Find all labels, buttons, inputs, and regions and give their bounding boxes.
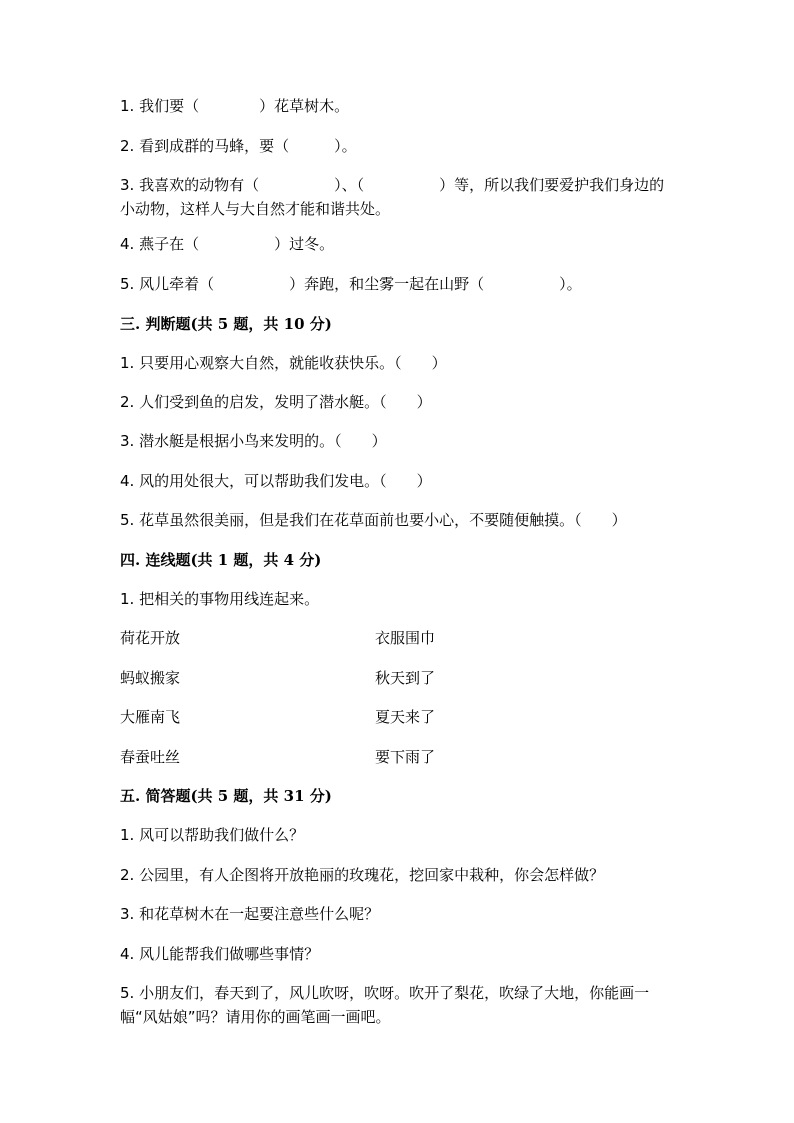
judge-item-2: 2. 人们受到鱼的启发，发明了潜水艇。（ ） <box>120 393 432 411</box>
short-answer-item-5: 5. 小朋友们，春天到了，风儿吹呀，吹呀。吹开了梨花，吹绿了大地，你能画一幅“风姑娘”吗？请用你的画笔画一画吧。 <box>120 984 650 1026</box>
fill-blank-item-3: 3. 我喜欢的动物有（ ）、（ ）等，所以我们要爱护我们身边的小动物，这样人与大自然才能和谐共处。 <box>120 176 665 218</box>
fill-blank-item-1: 1. 我们要（ ）花草树木。 <box>120 97 350 115</box>
section-4-title: 四. 连线题(共 1 题，共 4 分) <box>120 551 322 569</box>
match-left-1: 荷花开放 <box>120 629 181 647</box>
short-answer-item-2: 2. 公园里，有人企图将开放艳丽的玫瑰花，挖回家中栽种，你会怎样做？ <box>120 866 605 884</box>
short-answer-item-3: 3. 和花草树木在一起要注意些什么呢？ <box>120 905 380 923</box>
match-left-3: 大雁南飞 <box>120 708 181 726</box>
match-left-2: 蚂蚁搬家 <box>120 669 181 687</box>
fill-blank-item-4: 4. 燕子在（ ）过冬。 <box>120 235 335 253</box>
judge-item-1: 1. 只要用心观察大自然，就能收获快乐。（ ） <box>120 354 447 372</box>
judge-item-4: 4. 风的用处很大，可以帮助我们发电。（ ） <box>120 472 432 490</box>
short-answer-item-1: 1. 风可以帮助我们做什么？ <box>120 826 305 844</box>
matching-question: 1. 把相关的事物用线连起来。 <box>120 590 320 608</box>
judge-item-5: 5. 花草虽然很美丽，但是我们在花草面前也要小心，不要随便触摸。（ ） <box>120 511 627 529</box>
match-right-1: 衣服围巾 <box>375 629 436 647</box>
section-3-title: 三. 判断题(共 5 题，共 10 分) <box>120 315 332 333</box>
judge-item-3: 3. 潜水艇是根据小鸟来发明的。（ ） <box>120 432 387 450</box>
fill-blank-item-2: 2. 看到成群的马蜂，要（ ）。 <box>120 137 357 155</box>
match-right-3: 夏天来了 <box>375 708 436 726</box>
fill-blank-item-5: 5. 风儿牵着（ ）奔跑，和尘雾一起在山野（ ）。 <box>120 275 582 293</box>
match-right-4: 要下雨了 <box>375 748 436 766</box>
match-right-2: 秋天到了 <box>375 669 436 687</box>
short-answer-item-4: 4. 风儿能帮我们做哪些事情？ <box>120 945 320 963</box>
match-left-4: 春蚕吐丝 <box>120 748 181 766</box>
section-5-title: 五. 简答题(共 5 题，共 31 分) <box>120 787 332 805</box>
